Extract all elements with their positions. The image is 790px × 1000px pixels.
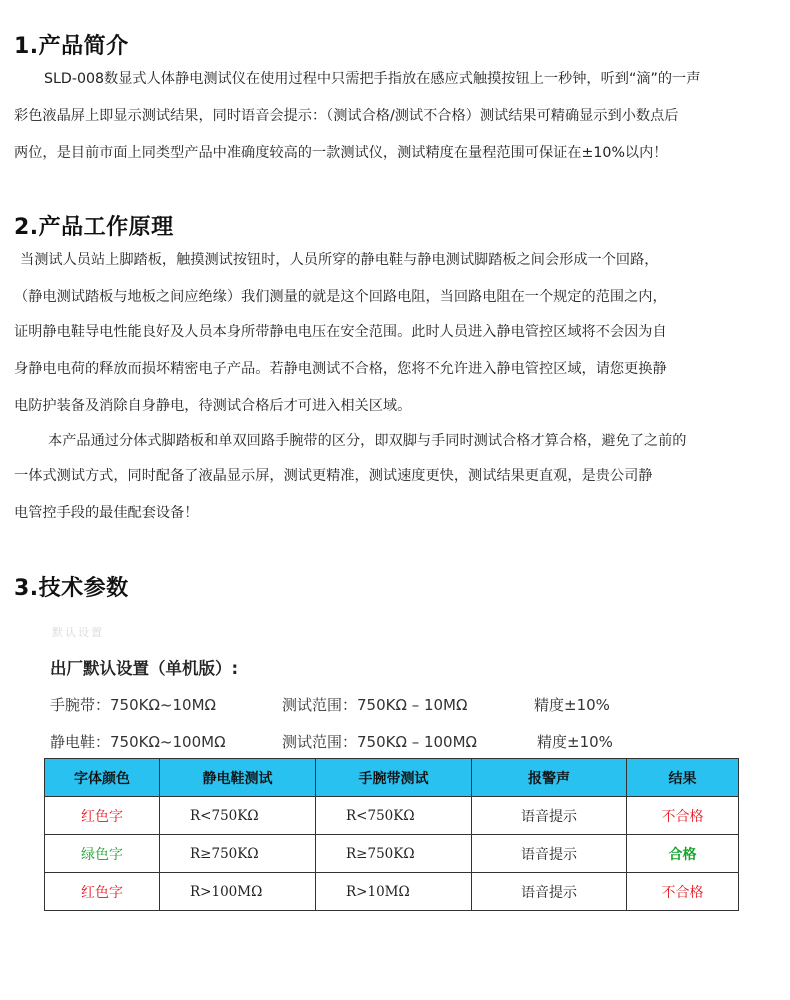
intro-line-2: 彩色液晶屏上即显示测试结果，同时语音会提示：（测试合格/测试不合格）测试结果可精确显示到小数点后 [14,108,679,124]
cell-font-color: 红色字 [45,873,160,911]
cell-result: 不合格 [627,797,739,835]
spec-title: 出厂默认设置（单机版）: [50,659,239,678]
intro-line-3: 两位，是目前市面上同类型产品中准确度较高的一款测试仪，测试精度在量程范围可保证在±10%以内！ [14,145,668,161]
cell-alarm: 语音提示 [472,873,627,911]
shoe-label: 静电鞋：750KΩ~100MΩ [50,733,226,751]
principle-line-7: 一体式测试方式，同时配备了液晶显示屏，测试更精准，测试速度更快，测试结果更直观，是贵公司静 [14,468,653,484]
principle-line-1: 当测试人员站上脚踏板，触摸测试按钮时，人员所穿的静电鞋与静电测试脚踏板之间会形成一个回路， [20,252,659,268]
cell-shoe-test: R>100MΩ [160,873,316,911]
table-row [45,797,739,835]
cell-shoe-test: R<750KΩ [160,797,316,835]
spec-table [44,758,739,911]
cell-font-color: 红色字 [45,797,160,835]
shoe-accuracy: 精度±10% [537,733,613,751]
principle-line-5: 电防护装备及消除自身静电，待测试合格后才可进入相关区域。 [14,398,412,414]
cell-wrist-test: R≥750KΩ [316,835,472,873]
wrist-accuracy: 精度±10% [534,696,610,714]
table-header-row [45,759,739,797]
cell-alarm: 语音提示 [472,797,627,835]
section-1-heading: 1.产品简介 [14,34,129,59]
table-row [45,873,739,911]
faint-caption: 默认设置 [52,626,104,639]
cell-wrist-test: R<750KΩ [316,797,472,835]
cell-result: 合格 [627,835,739,873]
col-header-shoe-test: 静电鞋测试 [160,759,316,797]
principle-line-2: （静电测试踏板与地板之间应绝缘）我们测量的就是这个回路电阻，当回路电阻在一个规定的范围之内， [14,289,667,305]
col-header-result: 结果 [627,759,739,797]
cell-font-color: 绿色字 [45,835,160,873]
table-row [45,835,739,873]
wrist-range: 测试范围：750KΩ – 10MΩ [282,696,468,714]
wrist-label: 手腕带：750KΩ~10MΩ [50,696,216,714]
section-3-heading: 3.技术参数 [14,576,129,601]
col-header-wrist-test: 手腕带测试 [316,759,472,797]
principle-line-8: 电管控手段的最佳配套设备！ [14,505,199,521]
cell-result: 不合格 [627,873,739,911]
principle-line-6: 本产品通过分体式脚踏板和单双回路手腕带的区分，即双脚与手同时测试合格才算合格，避免了之前的 [48,433,687,449]
shoe-range: 测试范围：750KΩ – 100MΩ [282,733,478,751]
intro-line-1: SLD-008数显式人体静电测试仪在使用过程中只需把手指放在感应式触摸按钮上一秒钟，听到“滴”的一声 [44,71,701,87]
col-header-alarm: 报警声 [472,759,627,797]
section-2-heading: 2.产品工作原理 [14,215,174,240]
principle-line-3: 证明静电鞋导电性能良好及人员本身所带静电电压在安全范围。此时人员进入静电管控区域将不会因为自 [14,324,667,340]
cell-alarm: 语音提示 [472,835,627,873]
cell-shoe-test: R≥750KΩ [160,835,316,873]
cell-wrist-test: R>10MΩ [316,873,472,911]
col-header-font-color: 字体颜色 [45,759,160,797]
principle-line-4: 身静电电荷的释放而损坏精密电子产品。若静电测试不合格，您将不允许进入静电管控区域，请您更换静 [14,361,667,377]
